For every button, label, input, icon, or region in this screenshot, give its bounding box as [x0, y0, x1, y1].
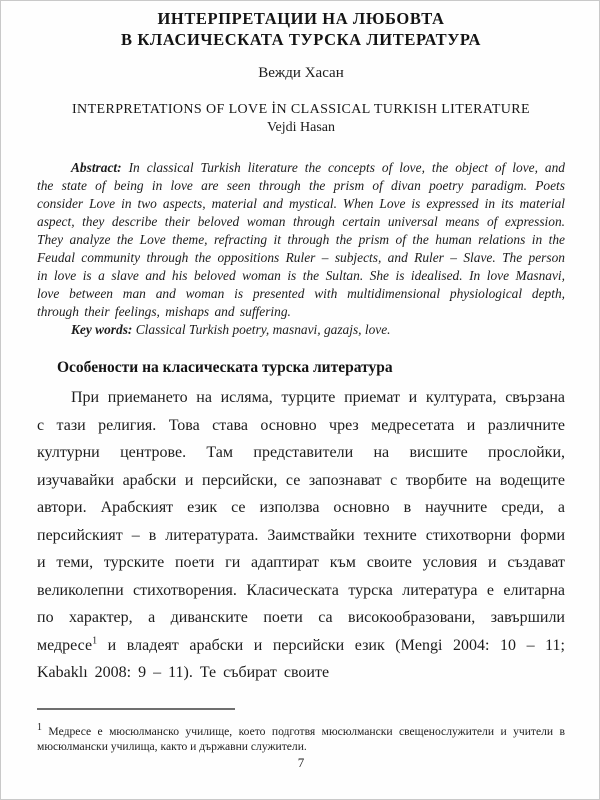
body-paragraph: [37, 384, 565, 687]
author-bulgarian: Вежди Хасан: [258, 65, 344, 81]
footnote-separator: [37, 708, 235, 710]
page-number: 7: [297, 754, 305, 770]
title-bulgarian-line2: В КЛАСИЧЕСКАТА ТУРСКА ЛИТЕРАТУРА: [120, 30, 481, 49]
footnote-marker: 1: [37, 721, 42, 733]
title-bulgarian-line1: ИНТЕРПРЕТАЦИИ НА ЛЮБОВТА: [157, 9, 445, 28]
section-heading: Особености на класическата турска литература: [57, 359, 393, 376]
body-text-after-footnote: и владеят арабски и персийски език (Mengi 2004: 10 – 11; Kabaklı 2008: 9 – 11). Те събират своите: [37, 636, 565, 681]
abstract-paragraph: [37, 159, 565, 321]
body-text-before-footnote: При приемането на исляма, турците приемат и културата, свързана с тази религия. Това става основно чрез медресетата и различните културни центрове. Там представители на висшите прослойки, изучавайки арабски и персийски, се запознават с творбите на водещите автори. Арабският език се използва основно в научните среди, а персийският – в литературата. Заимствайки техните стихотворни форми и теми, турските поети ги адаптират към своите условия и създават великолепни стихотворения. Класическата турска литература е елитарна по характер, а диванските поети са високообразовани, завършили медресе: [37, 389, 565, 654]
abstract-label: Abstract:: [71, 160, 122, 175]
keywords-text: Classical Turkish poetry, masnavi, gazajs, love.: [132, 322, 391, 337]
footnote: [37, 721, 565, 754]
keywords-label: Key words:: [71, 322, 133, 337]
keywords-line: [37, 321, 565, 339]
abstract-text: In classical Turkish literature the concepts of love, the object of love, and the state of being in love are seen through the prism of divan poetry paradigm. Poets consider Love in two aspects, material and mystical. When Love is expressed in its material aspect, they describe their beloved woman through certain universal means of expression. They analyze the Love theme, refracting it through the prism of the human relations in the Feudal community through the oppositions Ruler – subjects, and Ruler – Slave. The person in love is a slave and his beloved woman is the Sultan. She is idealised. In love Masnavi, love between man and woman is presented with multidimensional physiological depth, through their feelings, mishaps and suffering.: [37, 160, 565, 319]
footnote-reference: 1: [92, 635, 98, 647]
title-bulgarian: [37, 8, 565, 50]
footnote-text: Медресе е мюсюлманско училище, което подготвя мюсюлмански свещенослужители и учители в мюсюлмански училища, както и държавни служители.: [37, 724, 565, 753]
title-english: INTERPRETATIONS OF LOVE İN CLASSICAL TURKISH LITERATURE: [72, 102, 530, 117]
author-english: Vejdi Hasan: [266, 120, 336, 135]
